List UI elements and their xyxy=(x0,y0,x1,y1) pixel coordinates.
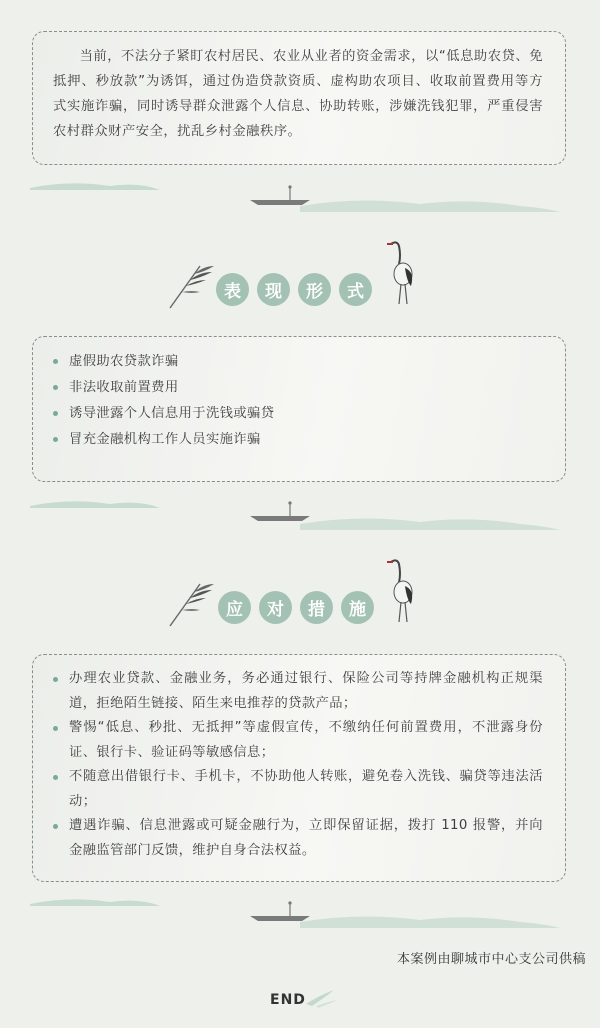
title-char: 表 xyxy=(216,273,249,306)
list-item: 不随意出借银行卡、手机卡，不协助他人转账，避免卷入洗钱、骗贷等违法活动； xyxy=(51,765,543,814)
brush-stroke-icon xyxy=(302,982,342,1012)
intro-text: 当前，不法分子紧盯农村居民、农业从业者的资金需求，以“低息助农贷、免抵押、秒放款”为诱饵，通过伪造贷款资质、虚构助农项目、收取前置费用等方式实施诈骗，同时诱导群众泄露个人信息、协助转账，涉嫌洗钱犯罪，严重侵害农村群众财产安全，扰乱乡村金融秩序。 xyxy=(53,49,543,139)
section-title-measures xyxy=(218,591,374,624)
boat-icon xyxy=(250,185,310,205)
measures-card xyxy=(32,654,566,882)
title-char: 施 xyxy=(341,591,374,624)
boat-icon xyxy=(250,901,310,921)
title-char: 措 xyxy=(300,591,333,624)
crane-icon xyxy=(385,556,421,626)
section-heading-forms xyxy=(0,238,600,328)
list-item: 虚假助农贷款诈骗 xyxy=(51,349,545,375)
title-char: 对 xyxy=(259,591,292,624)
measures-list xyxy=(51,667,543,863)
bamboo-icon xyxy=(164,260,220,310)
section-heading-measures xyxy=(0,556,600,646)
list-item: 冒充金融机构工作人员实施诈骗 xyxy=(51,427,545,453)
bamboo-icon xyxy=(164,578,220,628)
crane-icon xyxy=(385,238,421,308)
landscape-scene-2 xyxy=(0,496,600,556)
end-label: END xyxy=(270,992,306,1008)
landscape-scene-3 xyxy=(0,892,600,952)
list-item: 办理农业贷款、金融业务，务必通过银行、保险公司等持牌金融机构正规渠道，拒绝陌生链接、陌生来电推荐的贷款产品； xyxy=(51,667,543,716)
landscape-scene-1 xyxy=(0,178,600,238)
list-item: 非法收取前置费用 xyxy=(51,375,545,401)
list-item: 遭遇诈骗、信息泄露或可疑金融行为，立即保留证据，拨打 110 报警，并向金融监管部门反馈，维护自身合法权益。 xyxy=(51,814,543,863)
title-char: 形 xyxy=(298,273,331,306)
title-char: 应 xyxy=(218,591,251,624)
intro-card xyxy=(32,31,566,165)
forms-card xyxy=(32,336,566,482)
list-item: 诱导泄露个人信息用于洗钱或骗贷 xyxy=(51,401,545,427)
credit-text: 本案例由聊城市中心支公司供稿 xyxy=(396,952,586,967)
section-title-forms xyxy=(216,273,372,306)
boat-icon xyxy=(250,501,310,521)
list-item: 警惕“低息、秒批、无抵押”等虚假宣传，不缴纳任何前置费用，不泄露身份证、银行卡、验证码等敏感信息； xyxy=(51,716,543,765)
title-char: 现 xyxy=(257,273,290,306)
forms-list xyxy=(51,349,545,453)
title-char: 式 xyxy=(339,273,372,306)
